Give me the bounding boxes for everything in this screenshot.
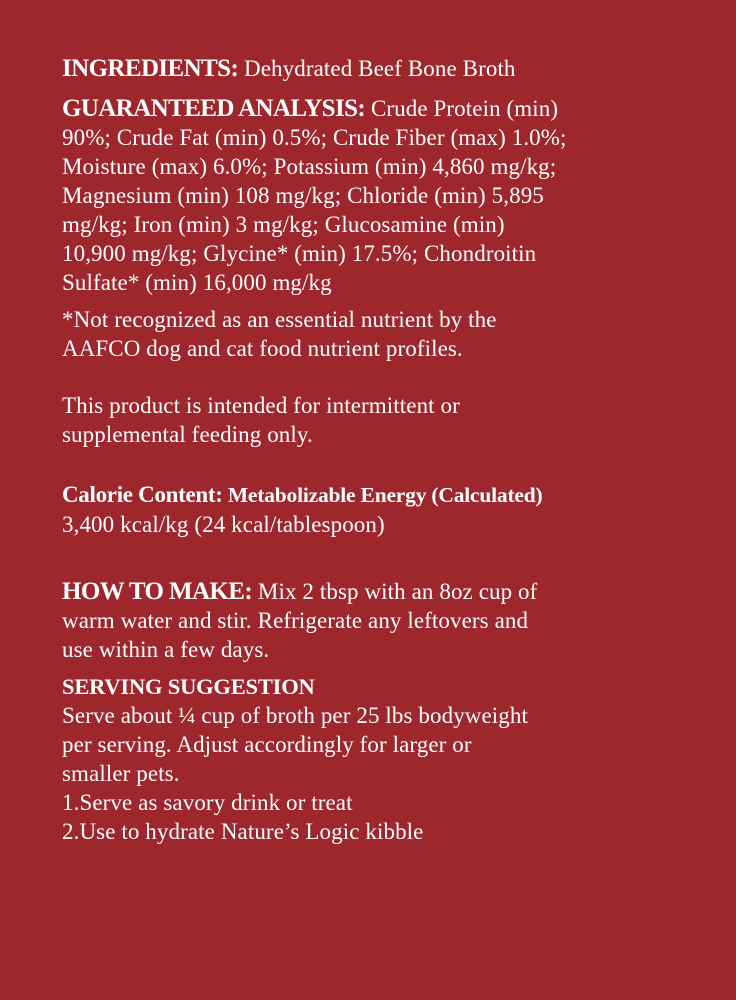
guaranteed-analysis-heading: GUARANTEED ANALYSIS: <box>62 95 366 122</box>
calorie-content-section <box>62 480 680 539</box>
ingredients-heading: INGREDIENTS: <box>62 55 239 82</box>
analysis-line: mg/kg; Iron (min) 3 mg/kg; Glucosamine (min) <box>62 212 505 237</box>
how-to-line <box>62 577 680 606</box>
how-to-make-heading: HOW TO MAKE: <box>62 578 253 605</box>
footnote-line: AAFCO dog and cat food nutrient profiles. <box>62 336 463 361</box>
analysis-line: 90%; Crude Fat (min) 0.5%; Crude Fiber (max) 1.0%; <box>62 125 567 150</box>
serving-line: Serve about ¼ cup of broth per 25 lbs bodyweight <box>62 703 528 728</box>
serving-line: per serving. Adjust accordingly for larger or <box>62 732 472 757</box>
ingredients-text: Dehydrated Beef Bone Broth <box>238 56 516 81</box>
analysis-line: Moisture (max) 6.0%; Potassium (min) 4,860 mg/kg; <box>62 154 557 179</box>
how-to-line: use within a few days. <box>62 637 270 662</box>
serving-suggestion-section <box>62 701 680 846</box>
how-to-text: Mix 2 tbsp with an 8oz cup of <box>252 579 538 604</box>
feeding-statement <box>62 391 680 449</box>
footnote-line: *Not recognized as an essential nutrient by the <box>62 307 497 332</box>
feeding-statement-line: supplemental feeding only. <box>62 422 313 447</box>
serving-list-item: 1.Serve as savory drink or treat <box>62 790 353 815</box>
calorie-heading-line <box>62 480 680 510</box>
analysis-line: Sulfate* (min) 16,000 mg/kg <box>62 270 332 295</box>
how-to-make-section <box>62 577 680 664</box>
analysis-line <box>62 94 680 123</box>
serving-list-item: 2.Use to hydrate Nature’s Logic kibble <box>62 819 424 844</box>
analysis-line: Magnesium (min) 108 mg/kg; Chloride (min) 5,895 <box>62 183 544 208</box>
analysis-line: 10,900 mg/kg; Glycine* (min) 17.5%; Chondroitin <box>62 241 537 266</box>
calorie-content-heading: Calorie Content: <box>62 482 223 507</box>
calorie-subheading: Metabolizable Energy (Calculated) <box>222 483 543 507</box>
aafco-footnote <box>62 305 680 363</box>
serving-line: smaller pets. <box>62 761 180 786</box>
serving-suggestion-heading: SERVING SUGGESTION <box>62 674 315 699</box>
ingredients-section <box>62 54 680 83</box>
how-to-line: warm water and stir. Refrigerate any leftovers and <box>62 608 529 633</box>
feeding-statement-line: This product is intended for intermittent or <box>62 393 460 418</box>
calorie-value: 3,400 kcal/kg (24 kcal/tablespoon) <box>62 512 385 537</box>
analysis-text: Crude Protein (min) <box>365 96 559 121</box>
guaranteed-analysis-section <box>62 94 680 297</box>
